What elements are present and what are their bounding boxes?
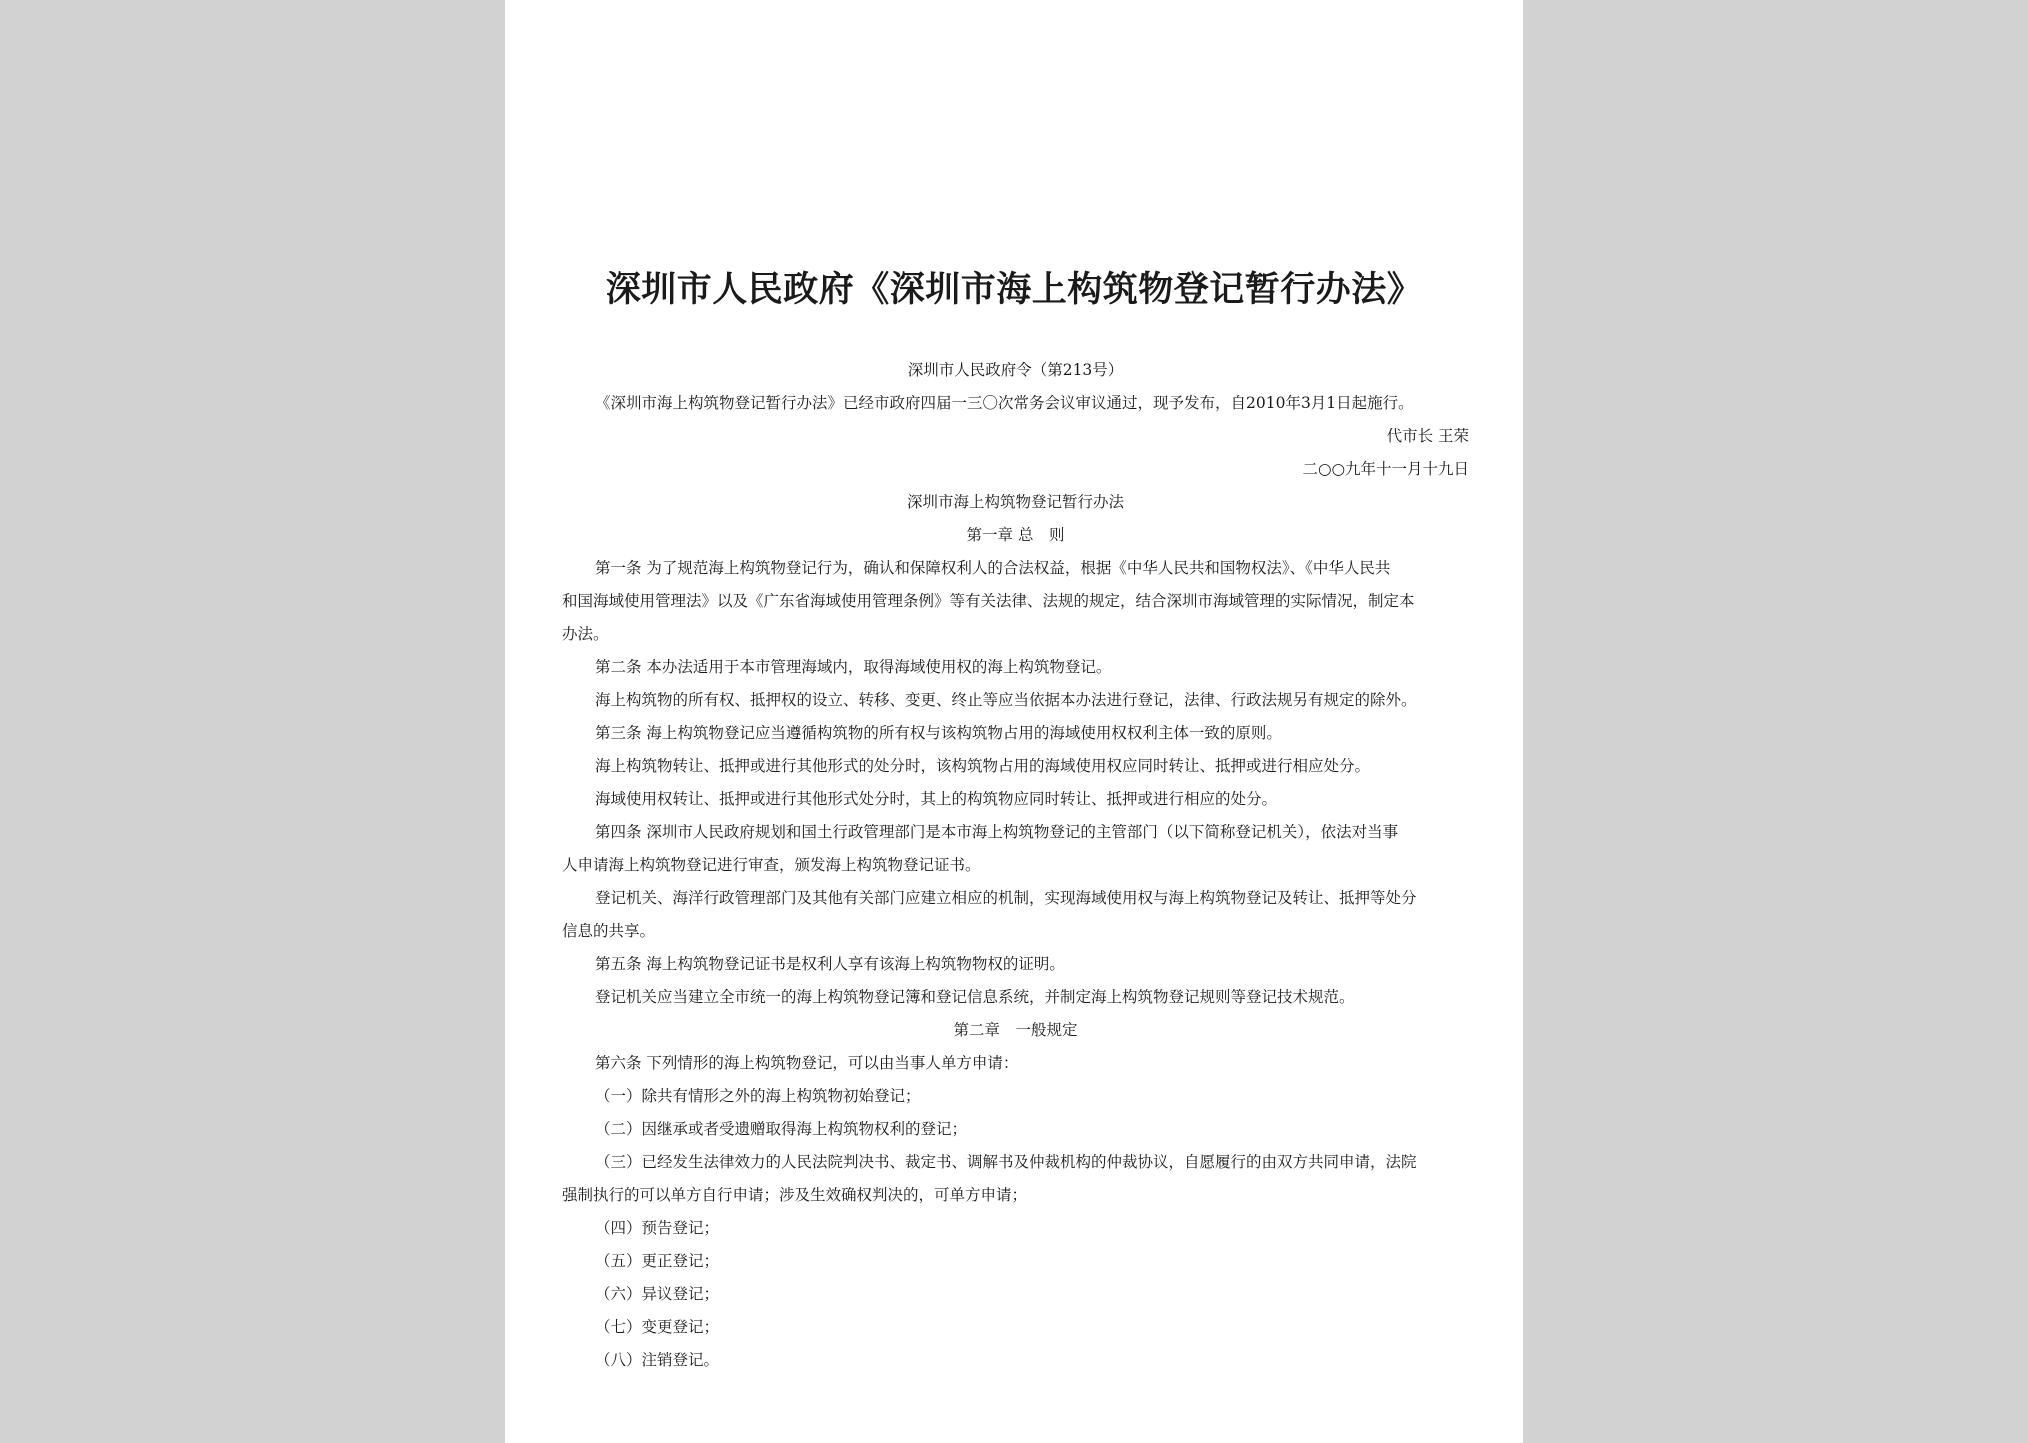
list-item: （二）因继承或者受遗赠取得海上构筑物权利的登记； (595, 1120, 968, 1138)
article-5-line: 第五条 海上构筑物登记证书是权利人享有该海上构筑物物权的证明。 (595, 955, 1065, 973)
signatory: 代市长 王荣 (1386, 427, 1469, 445)
measures-title: 深圳市海上构筑物登记暂行办法 (906, 493, 1124, 511)
list-item: （一）除共有情形之外的海上构筑物初始登记； (595, 1087, 921, 1105)
chapter-heading: 第二章 一般规定 (953, 1021, 1078, 1039)
document-body (562, 354, 1469, 1377)
article-3-line: 第三条 海上构筑物登记应当遵循构筑物的所有权与该构筑物占用的海域使用权权利主体一致的原则。 (595, 724, 1282, 742)
article-6-line: 第六条 下列情形的海上构筑物登记，可以由当事人单方申请： (595, 1054, 1019, 1072)
list-item: （五）更正登记； (595, 1252, 720, 1270)
article-5-line: 登记机关应当建立全市统一的海上构筑物登记簿和登记信息系统，并制定海上构筑物登记规则等登记技术规范。 (595, 988, 1355, 1006)
document-page (505, 0, 1523, 1443)
article-3-line: 海域使用权转让、抵押或进行其他形式处分时，其上的构筑物应同时转让、抵押或进行相应的处分。 (595, 790, 1278, 808)
list-item: （三）已经发生法律效力的人民法院判决书、裁定书、调解书及仲裁机构的仲裁协议，自愿履行的由双方共同申请，法院 (595, 1153, 1417, 1171)
article-4-line: 第四条 深圳市人民政府规划和国土行政管理部门是本市海上构筑物登记的主管部门（以下简称登记机关），依法对当事 (595, 823, 1399, 841)
list-item: （八）注销登记。 (595, 1351, 720, 1369)
article-1-line: 第一条 为了规范海上构筑物登记行为，确认和保障权利人的合法权益，根据《中华人民共和国物权法》、《中华人民共 (595, 559, 1391, 577)
article-4-line: 登记机关、海洋行政管理部门及其他有关部门应建立相应的机制，实现海域使用权与海上构筑物登记及转让、抵押等处分 (595, 889, 1417, 907)
list-item: （四）预告登记； (595, 1219, 720, 1237)
article-3-line: 海上构筑物转让、抵押或进行其他形式的处分时，该构筑物占用的海域使用权应同时转让、抵押或进行相应处分。 (595, 757, 1371, 775)
list-item: 强制执行的可以单方自行申请；涉及生效确权判决的，可单方申请； (562, 1186, 1028, 1204)
list-item: （七）变更登记； (595, 1318, 720, 1336)
signing-date: 二○○九年十一月十九日 (1302, 460, 1469, 478)
order-number: 深圳市人民政府令（第213号） (907, 361, 1124, 379)
article-4-line: 信息的共享。 (562, 922, 656, 940)
article-2-line: 海上构筑物的所有权、抵押权的设立、转移、变更、终止等应当依据本办法进行登记，法律、行政法规另有规定的除外。 (595, 691, 1417, 709)
article-2-line: 第二条 本办法适用于本市管理海域内，取得海域使用权的海上构筑物登记。 (595, 658, 1112, 676)
article-4-line: 人申请海上构筑物登记进行审查，颁发海上构筑物登记证书。 (562, 856, 981, 874)
chapter-heading: 第一章 总 则 (966, 526, 1065, 544)
article-1-line: 办法。 (562, 625, 609, 643)
list-item: （六）异议登记； (595, 1285, 720, 1303)
document-title: 深圳市人民政府《深圳市海上构筑物登记暂行办法》 (605, 269, 1423, 310)
promulgation-text: 《深圳市海上构筑物登记暂行办法》已经市政府四届一三〇次常务会议审议通过，现予发布，自2010年3月1日起施行。 (595, 394, 1414, 412)
article-1-line: 和国海域使用管理法》以及《广东省海域使用管理条例》等有关法律、法规的规定，结合深圳市海域管理的实际情况，制定本 (562, 592, 1415, 610)
